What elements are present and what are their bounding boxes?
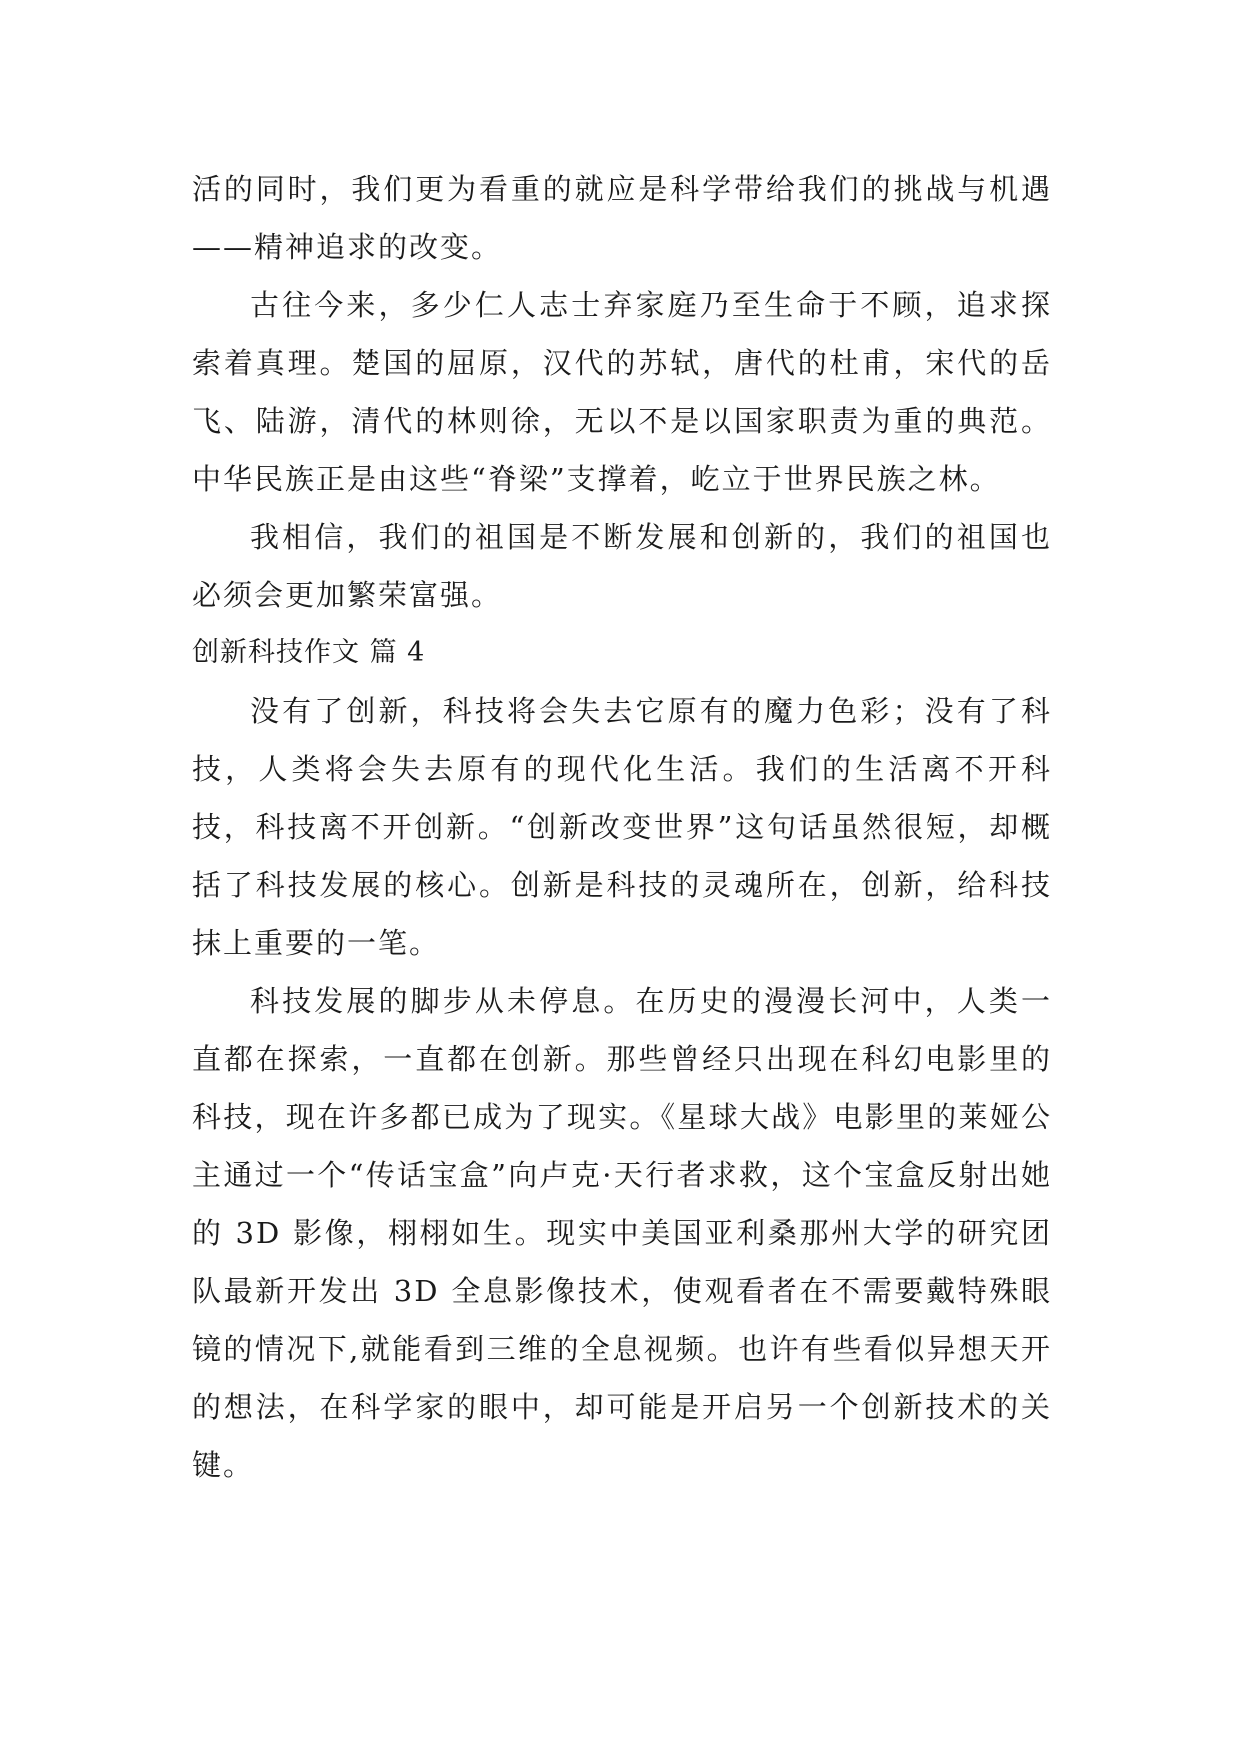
paragraph-innovation: 没有了创新，科技将会失去它原有的魔力色彩；没有了科技，人类将会失去原有的现代化生活。我们的生活离不开科技，科技离不开创新。“创新改变世界”这句话虽然很短，却概括了科技发展的核心。创新是科技的灵魂所在，创新，给科技抹上重要的一笔。 <box>192 694 1052 960</box>
document-body <box>192 160 1052 1494</box>
paragraph-belief: 我相信，我们的祖国是不断发展和创新的，我们的祖国也必须会更加繁荣富强。 <box>192 520 1052 612</box>
paragraph-history: 古往今来，多少仁人志士弃家庭乃至生命于不顾，追求探索着真理。楚国的屈原，汉代的苏轼，唐代的杜甫，宋代的岳飞、陆游，清代的林则徐，无以不是以国家职责为重的典范。中华民族正是由这些“脊梁”支撑着，屹立于世界民族之林。 <box>192 288 1052 496</box>
paragraph-continued: 活的同时，我们更为看重的就应是科学带给我们的挑战与机遇——精神追求的改变。 <box>192 172 1052 264</box>
paragraph-tech-progress: 科技发展的脚步从未停息。在历史的漫漫长河中，人类一直都在探索，一直都在创新。那些曾经只出现在科幻电影里的科技，现在许多都已成为了现实。《星球大战》电影里的莱娅公主通过一个“传话宝盒”向卢克·天行者求救，这个宝盒反射出她的 3D 影像，栩栩如生。现实中美国亚利桑那州大学的研究团队最新开发出 3D 全息影像技术，使观看者在不需要戴特殊眼镜的情况下,就能看到三维的全息视频。也许有些看似异想天开的想法，在科学家的眼中，却可能是开启另一个创新技术的关键。 <box>192 984 1052 1482</box>
section-heading: 创新科技作文 篇 4 <box>192 637 426 668</box>
